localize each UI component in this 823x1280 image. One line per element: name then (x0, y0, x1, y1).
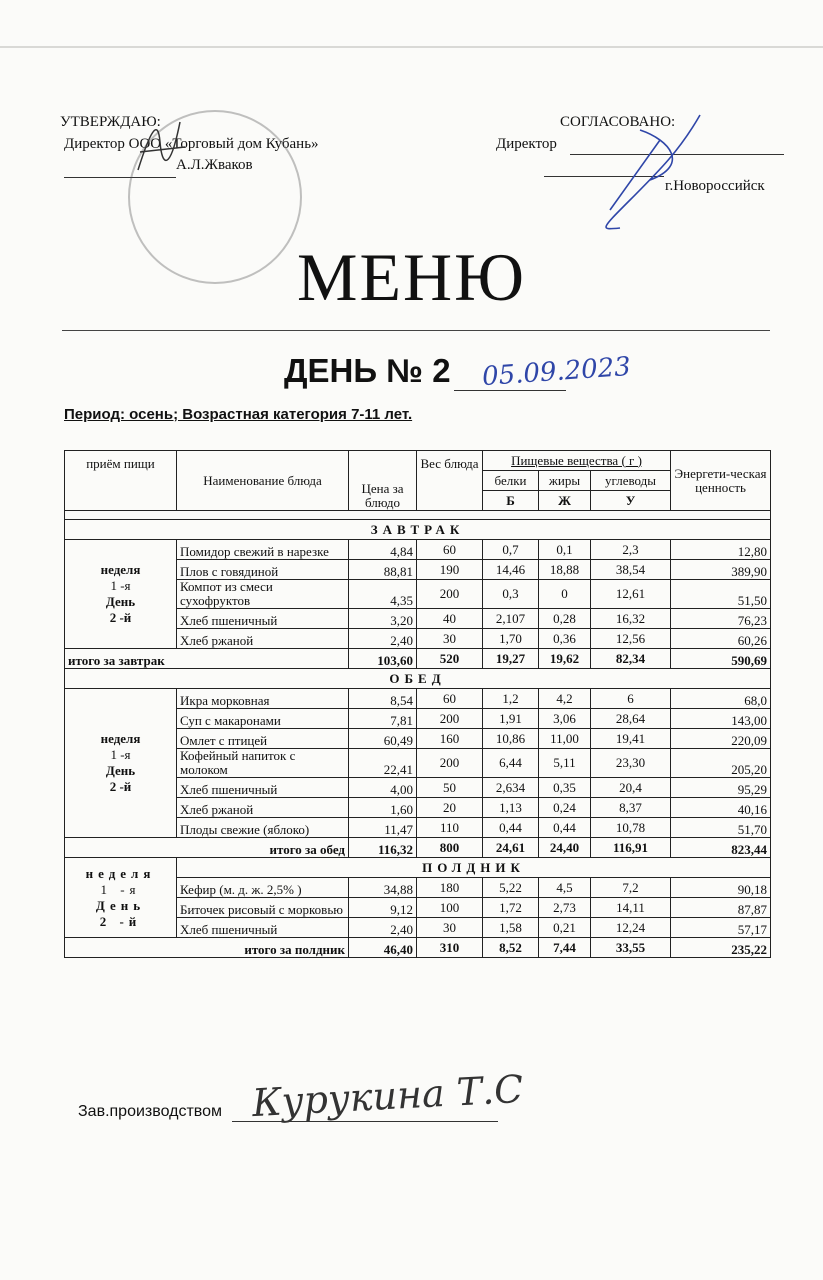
total-proteins: 24,61 (483, 838, 539, 858)
dish-carbs: 8,37 (591, 798, 671, 818)
dish-proteins: 2,634 (483, 778, 539, 798)
dish-carbs: 12,24 (591, 918, 671, 938)
spacer-row (65, 511, 771, 520)
dish-energy: 57,17 (671, 918, 771, 938)
dish-price: 3,20 (349, 609, 417, 629)
dish-name: Компот из смеси сухофруктов (177, 580, 349, 609)
dish-energy: 60,26 (671, 629, 771, 649)
approve-signature (130, 112, 190, 182)
total-label: итого за завтрак (65, 649, 349, 669)
dish-fats: 3,06 (539, 709, 591, 729)
dish-name: Биточек рисовый с морковью (177, 898, 349, 918)
dish-fats: 0,28 (539, 609, 591, 629)
header-p-short: Б (483, 491, 539, 511)
header-meal: приём пищи (65, 451, 177, 511)
dish-proteins: 1,72 (483, 898, 539, 918)
dish-proteins: 10,86 (483, 729, 539, 749)
dish-fats: 0,36 (539, 629, 591, 649)
total-energy: 235,22 (671, 938, 771, 958)
dish-name: Хлеб ржаной (177, 629, 349, 649)
footer-signature: Курукина Т.С (251, 1066, 525, 1126)
dish-fats: 4,5 (539, 878, 591, 898)
dish-weight: 180 (417, 878, 483, 898)
header-proteins: белки (483, 471, 539, 491)
dish-carbs: 2,3 (591, 540, 671, 560)
dish-proteins: 1,70 (483, 629, 539, 649)
dish-energy: 76,23 (671, 609, 771, 629)
total-row (65, 938, 771, 958)
dish-weight: 30 (417, 629, 483, 649)
dish-weight: 50 (417, 778, 483, 798)
agree-signature (590, 110, 720, 240)
title-divider (62, 330, 770, 331)
lunch-rows (65, 689, 771, 858)
header-price: Цена за блюдо (349, 451, 417, 511)
dish-carbs: 10,78 (591, 818, 671, 838)
day-number: ДЕНЬ № 2 (284, 352, 451, 389)
dish-name: Кефир (м. д. ж. 2,5% ) (177, 878, 349, 898)
dish-proteins: 1,13 (483, 798, 539, 818)
dish-proteins: 6,44 (483, 749, 539, 778)
dish-energy: 87,87 (671, 898, 771, 918)
total-weight: 310 (417, 938, 483, 958)
dish-name: Помидор свежий в нарезке (177, 540, 349, 560)
approve-name: А.Л.Жваков (176, 157, 253, 173)
dish-weight: 160 (417, 729, 483, 749)
dish-price: 2,40 (349, 629, 417, 649)
section-breakfast: ЗАВТРАК (65, 520, 771, 540)
total-energy: 823,44 (671, 838, 771, 858)
meal-group-label: неделя 1 -я День 2 -й (65, 858, 177, 938)
period-line: Период: осень; Возрастная категория 7-11 лет. (64, 406, 413, 423)
dish-name: Плов с говядиной (177, 560, 349, 580)
header-fats: жиры (539, 471, 591, 491)
dish-price: 2,40 (349, 918, 417, 938)
dish-fats: 2,73 (539, 898, 591, 918)
dish-carbs: 23,30 (591, 749, 671, 778)
dish-proteins: 0,3 (483, 580, 539, 609)
snack-rows (65, 858, 771, 958)
dish-proteins: 2,107 (483, 609, 539, 629)
dish-carbs: 6 (591, 689, 671, 709)
dish-fats: 4,2 (539, 689, 591, 709)
dish-price: 9,12 (349, 898, 417, 918)
dish-fats: 0,21 (539, 918, 591, 938)
total-weight: 520 (417, 649, 483, 669)
total-price: 46,40 (349, 938, 417, 958)
dish-weight: 20 (417, 798, 483, 818)
dish-weight: 60 (417, 689, 483, 709)
dish-price: 4,35 (349, 580, 417, 609)
header-carbs: углеводы (591, 471, 671, 491)
dish-energy: 51,70 (671, 818, 771, 838)
dish-fats: 0,1 (539, 540, 591, 560)
dish-energy: 68,0 (671, 689, 771, 709)
dish-name: Омлет с птицей (177, 729, 349, 749)
dish-weight: 200 (417, 580, 483, 609)
dish-fats: 11,00 (539, 729, 591, 749)
dish-carbs: 19,41 (591, 729, 671, 749)
dish-fats: 0,24 (539, 798, 591, 818)
meal-group-label: неделя 1 -я День 2 -й (65, 540, 177, 649)
dish-name: Хлеб пшеничный (177, 778, 349, 798)
fold-line (0, 46, 823, 48)
agree-city: г.Новороссийск (665, 178, 765, 194)
dish-price: 11,47 (349, 818, 417, 838)
dish-energy: 12,80 (671, 540, 771, 560)
header-nutrients: Пищевые вещества ( г ) (483, 451, 671, 471)
total-fats: 7,44 (539, 938, 591, 958)
total-carbs: 116,91 (591, 838, 671, 858)
total-price: 116,32 (349, 838, 417, 858)
dish-price: 1,60 (349, 798, 417, 818)
dish-proteins: 1,58 (483, 918, 539, 938)
page-title: МЕНЮ (297, 239, 526, 315)
approve-label: УТВЕРЖДАЮ: (60, 114, 161, 130)
dish-carbs: 7,2 (591, 878, 671, 898)
table-row (65, 689, 771, 709)
total-label: итого за полдник (65, 938, 349, 958)
dish-energy: 143,00 (671, 709, 771, 729)
total-carbs: 82,34 (591, 649, 671, 669)
table-row (65, 540, 771, 560)
dish-weight: 200 (417, 749, 483, 778)
menu-table (64, 450, 771, 958)
total-carbs: 33,55 (591, 938, 671, 958)
section-lunch: ОБЕД (65, 669, 771, 689)
dish-name: Икра морковная (177, 689, 349, 709)
dish-proteins: 0,44 (483, 818, 539, 838)
dish-weight: 190 (417, 560, 483, 580)
footer-label: Зав.производством (78, 1103, 222, 1120)
dish-price: 7,81 (349, 709, 417, 729)
dish-fats: 5,11 (539, 749, 591, 778)
dish-name: Суп с макаронами (177, 709, 349, 729)
dish-weight: 100 (417, 898, 483, 918)
dish-weight: 200 (417, 709, 483, 729)
dish-price: 4,84 (349, 540, 417, 560)
dish-name: Хлеб пшеничный (177, 609, 349, 629)
dish-energy: 220,09 (671, 729, 771, 749)
total-proteins: 19,27 (483, 649, 539, 669)
dish-proteins: 1,91 (483, 709, 539, 729)
total-proteins: 8,52 (483, 938, 539, 958)
handwritten-date: 05.09.2023 (481, 351, 632, 393)
dish-energy: 40,16 (671, 798, 771, 818)
dish-name: Хлеб пшеничный (177, 918, 349, 938)
dish-name: Хлеб ржаной (177, 798, 349, 818)
dish-energy: 205,20 (671, 749, 771, 778)
header-energy: Энергети-ческая ценность (671, 451, 771, 511)
dish-energy: 90,18 (671, 878, 771, 898)
approve-position: Директор ООО «Торговый дом Кубань» (64, 136, 319, 152)
dish-fats: 18,88 (539, 560, 591, 580)
dish-price: 8,54 (349, 689, 417, 709)
dish-price: 4,00 (349, 778, 417, 798)
dish-carbs: 28,64 (591, 709, 671, 729)
header-dish: Наименование блюда (177, 451, 349, 511)
dish-carbs: 38,54 (591, 560, 671, 580)
dish-price: 22,41 (349, 749, 417, 778)
dish-proteins: 0,7 (483, 540, 539, 560)
dish-name: Кофейный напиток с молоком (177, 749, 349, 778)
agree-position: Директор (496, 136, 557, 152)
dish-fats: 0,44 (539, 818, 591, 838)
meal-group-label: неделя 1 -я День 2 -й (65, 689, 177, 838)
total-label: итого за обед (65, 838, 349, 858)
dish-name: Плоды свежие (яблоко) (177, 818, 349, 838)
section-row (65, 858, 771, 878)
dish-price: 88,81 (349, 560, 417, 580)
header-f-short: Ж (539, 491, 591, 511)
total-fats: 24,40 (539, 838, 591, 858)
dish-energy: 95,29 (671, 778, 771, 798)
total-energy: 590,69 (671, 649, 771, 669)
header-weight: Вес блюда (417, 451, 483, 511)
dish-proteins: 5,22 (483, 878, 539, 898)
dish-weight: 110 (417, 818, 483, 838)
dish-carbs: 20,4 (591, 778, 671, 798)
dish-weight: 60 (417, 540, 483, 560)
dish-price: 34,88 (349, 878, 417, 898)
total-price: 103,60 (349, 649, 417, 669)
breakfast-rows (65, 540, 771, 669)
dish-weight: 40 (417, 609, 483, 629)
total-weight: 800 (417, 838, 483, 858)
dish-price: 60,49 (349, 729, 417, 749)
dish-proteins: 1,2 (483, 689, 539, 709)
agree-label: СОГЛАСОВАНО: (560, 114, 676, 130)
dish-proteins: 14,46 (483, 560, 539, 580)
total-row (65, 649, 771, 669)
section-snack: ПОЛДНИК (177, 858, 771, 878)
dish-carbs: 12,61 (591, 580, 671, 609)
total-fats: 19,62 (539, 649, 591, 669)
dish-energy: 389,90 (671, 560, 771, 580)
dish-fats: 0 (539, 580, 591, 609)
dish-weight: 30 (417, 918, 483, 938)
dish-carbs: 14,11 (591, 898, 671, 918)
total-row (65, 838, 771, 858)
header-c-short: У (591, 491, 671, 511)
dish-fats: 0,35 (539, 778, 591, 798)
dish-carbs: 12,56 (591, 629, 671, 649)
dish-energy: 51,50 (671, 580, 771, 609)
dish-carbs: 16,32 (591, 609, 671, 629)
